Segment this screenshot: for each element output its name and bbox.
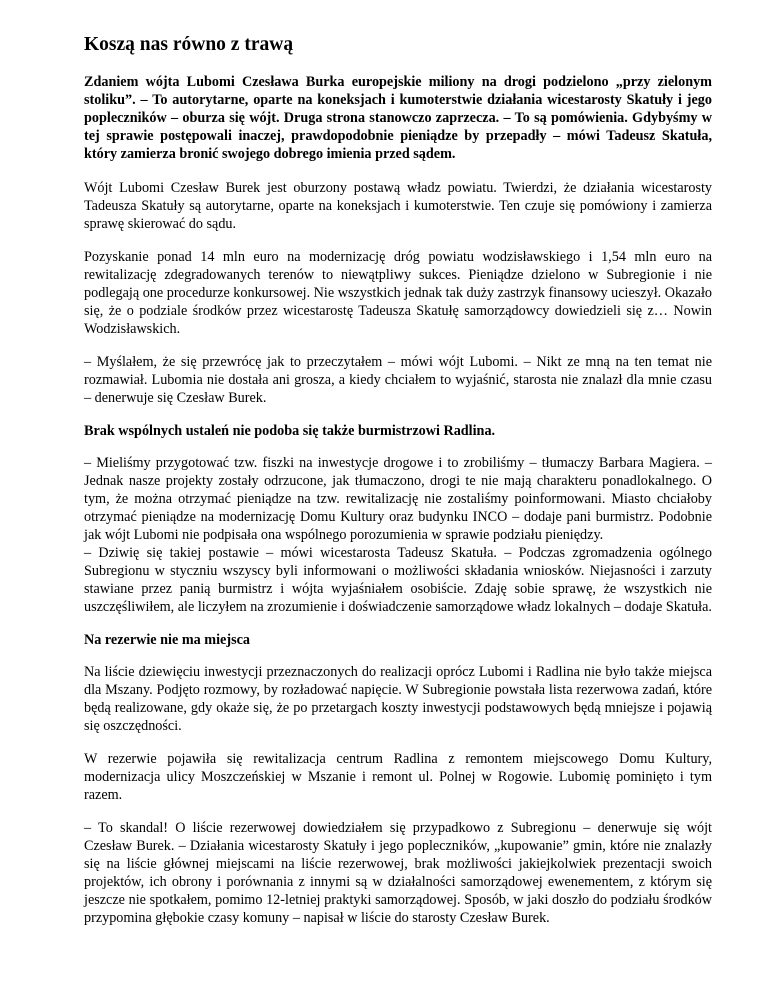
article-title: Koszą nas równo z trawą bbox=[84, 34, 294, 55]
subheading-reserve: Na rezerwie nie ma miejsca bbox=[84, 632, 250, 648]
section-radlin bbox=[84, 454, 712, 616]
paragraph: – To skandal! O liście rezerwowej dowiedziałem się przypadkowo z Subregionu – denerwuje się wójt Czesław Burek. – Działania wicestarosty Skatuły i jego popleczników, „kupowanie” gmin, które nie znalazły się na liście głównej miejscami na liście rezerwowej, brak możliwości jakiejkolwiek prezentacji swoich projektów, ich obrony i porównania z innymi są w działalności samorządowej ewenementem, z którym się jeszcze nie spotkałem, pomimo 12-letniej praktyki samorządowej. Sposób, w jaki doszło do podziału środków przypomina głębokie czasy komuny – napisał w liście do starosty Czesław Burek. bbox=[84, 820, 712, 926]
paragraph: W rezerwie pojawiła się rewitalizacja centrum Radlina z remontem miejscowego Domu Kultury, modernizacja ulicy Moszczeńskiej w Mszanie i remont ul. Polnej w Rogowie. Lubomię pominięto i tym razem. bbox=[84, 751, 712, 803]
article-lead: Zdaniem wójta Lubomi Czesława Burka europejskie miliony na drogi podzielono „przy zielonym stoliku”. – To autorytarne, oparte na koneksjach i kumoterstwie działania wicestarosty Skatuły i jego popleczników – oburza się wójt. Druga strona stanowczo zaprzecza. – To są pomówienia. Gdybyśmy w tej sprawie postępowali inaczej, prawdopodobnie pieniądze by przepadły – mówi Tadeusz Skatuła, który zamierza bronić swojego dobrego imienia przed sądem. bbox=[84, 74, 712, 162]
paragraph: Pozyskanie ponad 14 mln euro na modernizację dróg powiatu wodzisławskiego i 1,54 mln euro na rewitalizację zdegradowanych terenów to niewątpliwy sukces. Pieniądze dzielono w Subregionie i nie podlegają one procedurze konkursowej. Nie wszystkich jednak tak duży zastrzyk finansowy ucieszył. Okazało się, że o podziale środków przez wicestarostę Tadeusza Skatułę samorządowcy dowiedzieli się z… Nowin Wodzisławskich. bbox=[84, 249, 712, 337]
paragraph: – Dziwię się takiej postawie – mówi wicestarosta Tadeusz Skatuła. – Podczas zgromadzenia ogólnego Subregionu w styczniu wszyscy byli informowani o możliwości składania wniosków. Niejasności i zarzuty stawiane przez panią burmistrz i wójta wyjaśniałem osobiście. Zdaję sobie sprawę, że wszystkich nie uszczęśliwiłem, ale liczyłem na zrozumienie i doświadczenie samorządowe władz lokalnych – dodaje Skatuła. bbox=[84, 545, 712, 615]
paragraph: Wójt Lubomi Czesław Burek jest oburzony postawą władz powiatu. Twierdzi, że działania wicestarosty Tadeusza Skatuły są autorytarne, oparte na koneksjach i kumoterstwie. Ten czuje się pomówiony i zamierza sprawę skierować do sądu. bbox=[84, 180, 712, 232]
subheading-radlin: Brak wspólnych ustaleń nie podoba się także burmistrzowi Radlina. bbox=[84, 423, 496, 439]
paragraph: – Mieliśmy przygotować tzw. fiszki na inwestycje drogowe i to zrobiliśmy – tłumaczy Barbara Magiera. – Jednak nasze projekty zostały odrzucone, jak tłumaczono, drogi te nie mają charakteru ponadlokalnego. O tym, że można otrzymać pieniądze na tzw. rewitalizację nie zostaliśmy poinformowani. Miasto chciałoby otrzymać pieniądze na modernizację Domu Kultury oraz budynku INCO – dodaje pani burmistrz. Podobnie jak wójt Lubomi nie podpisała ona wspólnego porozumienia w sprawie podziału pieniędzy. bbox=[84, 455, 712, 543]
paragraph: – Myślałem, że się przewrócę jak to przeczytałem – mówi wójt Lubomi. – Nikt ze mną na ten temat nie rozmawiał. Lubomia nie dostała ani grosza, a kiedy chciałem to wyjaśnić, starosta nie znalazł dla mnie czasu – denerwuje się Czesław Burek. bbox=[84, 354, 712, 406]
paragraph: Na liście dziewięciu inwestycji przeznaczonych do realizacji oprócz Lubomi i Radlina nie było także miejsca dla Mszany. Podjęto rozmowy, by rozładować napięcie. W Subregionie powstała lista rezerwowa zadań, które będą realizowane, gdy okaże się, że po przetargach koszty inwestycji podstawowych będą mniejsze i pojawią się oszczędności. bbox=[84, 664, 712, 734]
article bbox=[84, 34, 712, 942]
